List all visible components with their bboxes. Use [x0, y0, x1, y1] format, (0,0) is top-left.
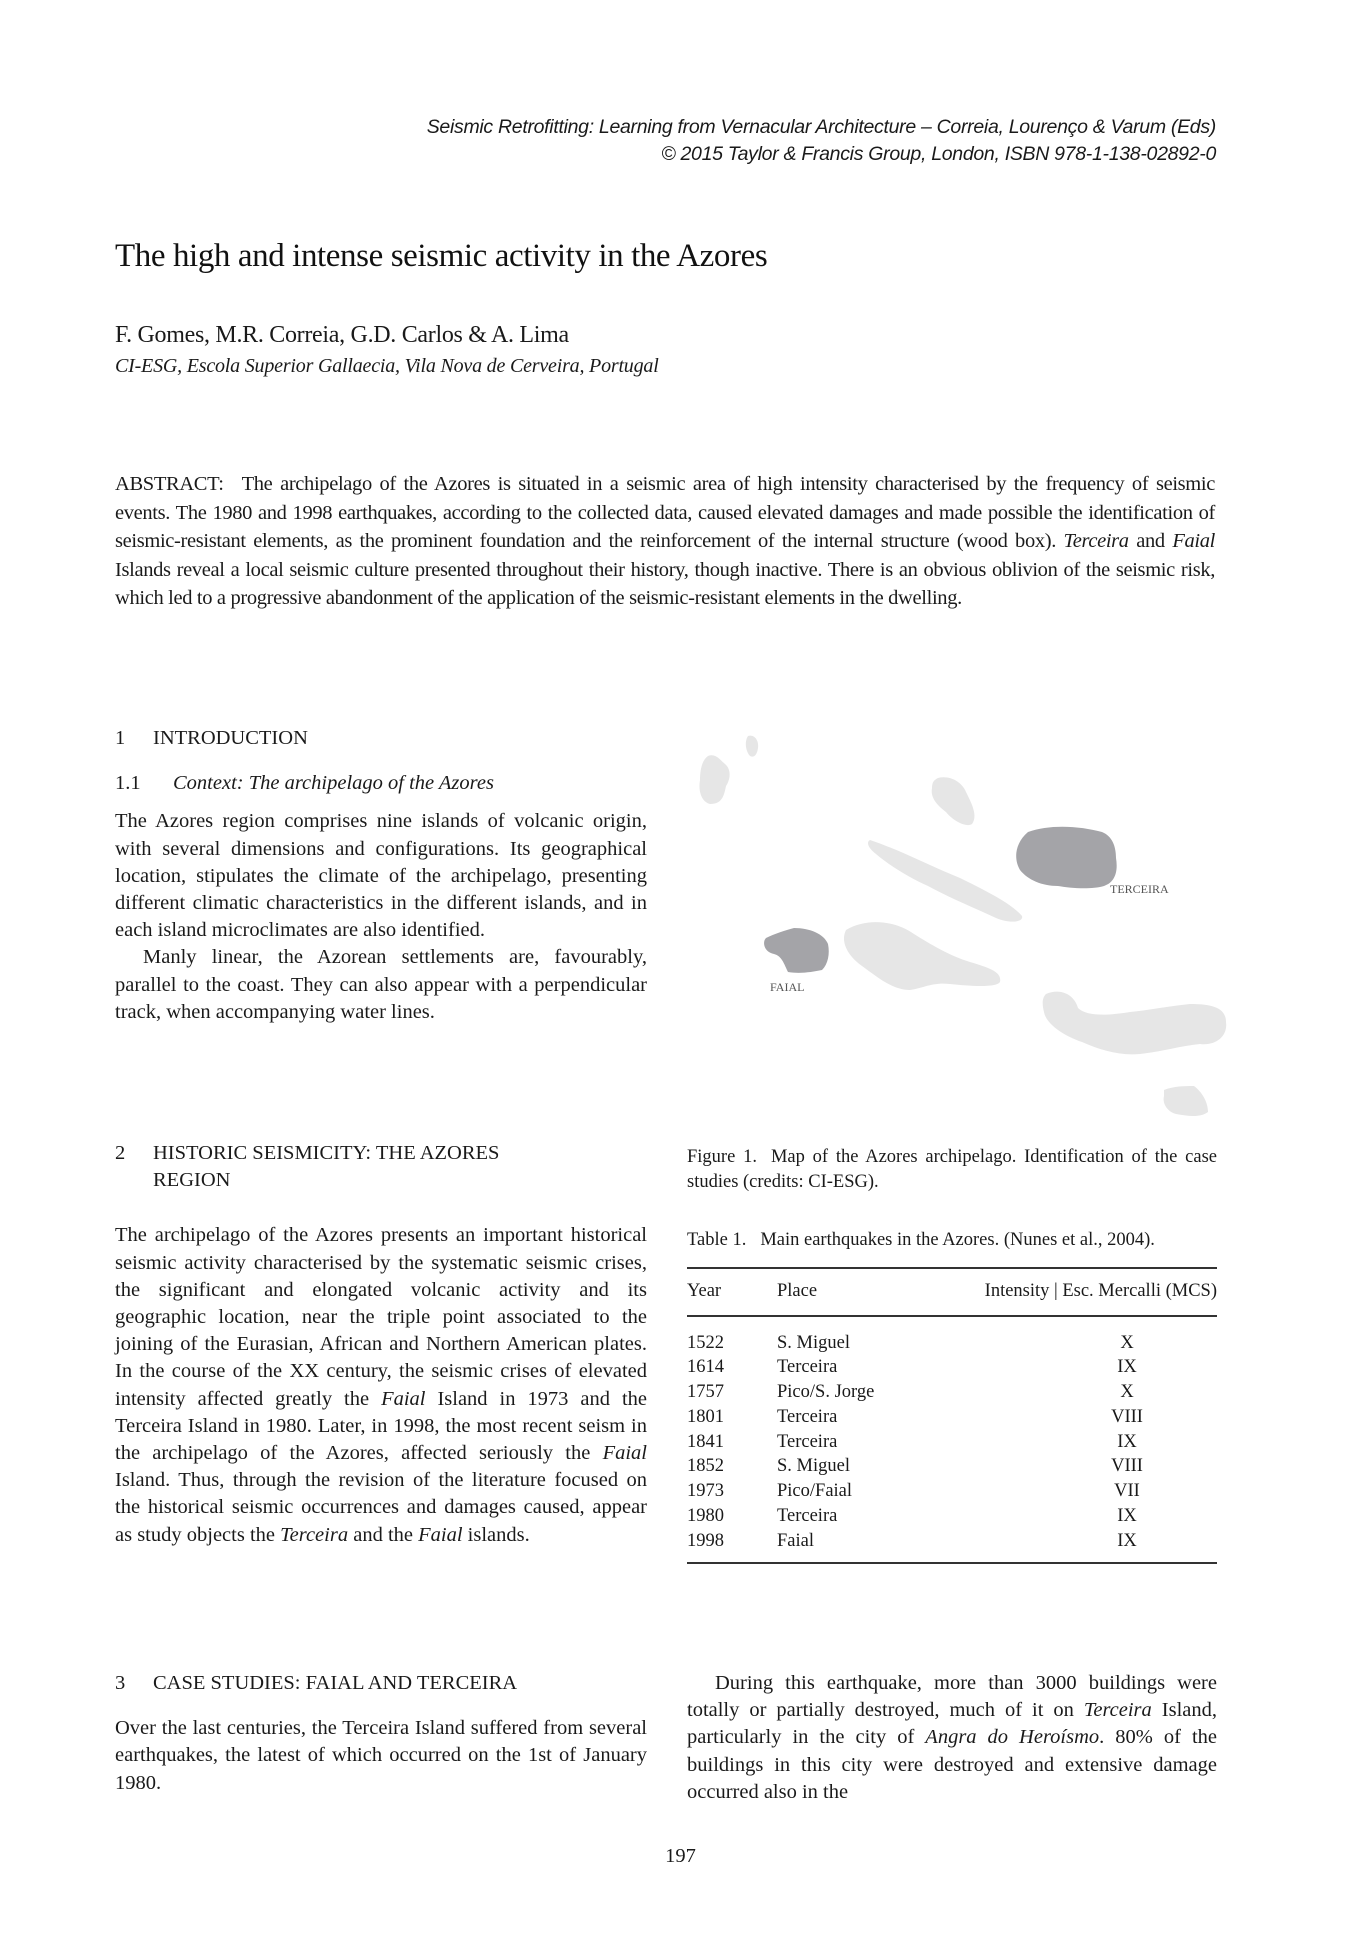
cell-year: 1522 — [687, 1332, 724, 1353]
section-3-paragraph-1: Over the last centuries, the Terceira Island suffered from several earthquakes, the latest of which occurred on the 1st of January 1980. — [115, 1717, 647, 1794]
table-row — [687, 1454, 1217, 1479]
table-1 — [687, 1228, 1217, 1564]
cell-place: S. Miguel — [777, 1332, 850, 1353]
cell-year: 1801 — [687, 1406, 724, 1427]
table-label: Table 1. — [687, 1230, 747, 1250]
cell-year: 1998 — [687, 1530, 724, 1551]
cell-intensity: VII — [1114, 1481, 1140, 1502]
table-header-row — [687, 1268, 1217, 1316]
cell-intensity: IX — [1117, 1530, 1137, 1551]
italic-terceira: Terceira — [280, 1523, 349, 1546]
section-number: 1 — [115, 727, 126, 749]
island-terceira — [1016, 827, 1116, 889]
paper-title: The high and intense seismic activity in the Azores — [115, 238, 768, 274]
section-3 — [115, 1670, 647, 1797]
cell-intensity: X — [1120, 1382, 1134, 1403]
island-pico — [844, 922, 1000, 990]
subsection-title: Context: The archipelago of the Azores — [173, 772, 494, 795]
table-row — [687, 1405, 1217, 1430]
island-graciosa — [932, 777, 975, 825]
figure-label: Figure 1. — [687, 1147, 757, 1167]
section-1-paragraph-2: Manly linear, the Azorean settlements are, favourably, parallel to the coast. They can also appear with a perpendicular track, when accompanying water lines. — [115, 946, 647, 1023]
figure-caption: Map of the Azores archipelago. Identification of the case studies (credits: CI-ESG). — [687, 1147, 1217, 1192]
section-1-heading — [115, 725, 647, 752]
cell-year: 1973 — [687, 1481, 724, 1502]
cell-year: 1757 — [687, 1382, 724, 1403]
table-row — [687, 1355, 1217, 1380]
section-title: INTRODUCTION — [153, 727, 308, 749]
running-head-line-2: © 2015 Taylor & Francis Group, London, ISBN 978-1-138-02892-0 — [661, 143, 1216, 165]
cell-place: Pico/Faial — [777, 1481, 853, 1502]
azores-map — [670, 720, 1230, 1120]
text: During this earthquake, more than 3000 buildings were totally or partially destroyed, much of it on — [687, 1672, 1217, 1722]
island-faial — [764, 928, 829, 973]
cell-place: Terceira — [777, 1357, 838, 1378]
abstract-text: and — [1128, 530, 1173, 553]
cell-year: 1852 — [687, 1456, 724, 1477]
figure-1-caption — [687, 1145, 1217, 1194]
italic-faial: Faial — [602, 1442, 647, 1465]
section-number: 3 — [115, 1672, 126, 1694]
cell-year: 1980 — [687, 1506, 724, 1527]
abstract-italic-terceira: Terceira — [1063, 530, 1129, 553]
cell-place: Terceira — [777, 1406, 838, 1427]
table-caption: Main earthquakes in the Azores. (Nunes et al., 2004). — [760, 1230, 1155, 1250]
running-head-line-1: Seismic Retrofitting: Learning from Vernacular Architecture – Correia, Lourenço & Varum (Eds) — [426, 116, 1216, 138]
cell-intensity: VIII — [1111, 1406, 1143, 1427]
text: Island. Thus, through the revision of the literature focused on the historical seismic occurrences and damages caused, appear as study objects the — [115, 1469, 647, 1546]
cell-place: Terceira — [777, 1506, 838, 1527]
table-row — [687, 1316, 1217, 1356]
section-number: 2 — [115, 1142, 126, 1164]
italic-angra-do-heroismo: Angra do Heroísmo — [925, 1726, 1100, 1749]
cell-intensity: VIII — [1111, 1456, 1143, 1477]
section-3-heading — [115, 1670, 647, 1697]
cell-place: S. Miguel — [777, 1456, 850, 1477]
section-1 — [115, 725, 647, 1026]
table-row — [687, 1529, 1217, 1563]
map-label-faial: FAIAL — [770, 980, 805, 994]
section-3-paragraph-2 — [687, 1670, 1217, 1806]
subsection-number: 1.1 — [115, 772, 141, 795]
cell-intensity: IX — [1117, 1506, 1137, 1527]
text: . 80% of the buildings in this city were destroyed and extensive damage occurred also in the — [687, 1726, 1217, 1803]
affiliation: CI-ESG, Escola Superior Gallaecia, Vila Nova de Cerveira, Portugal — [115, 355, 659, 377]
header-intensity: Intensity | Esc. Mercalli (MCS) — [984, 1280, 1217, 1301]
abstract-label: ABSTRACT: — [115, 473, 224, 495]
page-number: 197 — [665, 1845, 696, 1867]
text: and the — [348, 1523, 419, 1546]
section-2-heading-line-2: REGION — [153, 1169, 231, 1192]
header-year: Year — [687, 1280, 722, 1301]
cell-year: 1614 — [687, 1357, 724, 1378]
table-caption-text — [687, 1228, 1217, 1253]
text: islands. — [462, 1523, 530, 1546]
right-column-text — [687, 1670, 1217, 1806]
cell-place: Pico/S. Jorge — [777, 1382, 875, 1403]
island-santa-maria — [1164, 1086, 1208, 1116]
authors: F. Gomes, M.R. Correia, G.D. Carlos & A. Lima — [115, 322, 569, 348]
map-label-terceira: TERCEIRA — [1110, 882, 1169, 896]
section-title: HISTORIC SEISMICITY: THE AZORES — [153, 1142, 500, 1164]
island-sao-miguel — [1043, 992, 1227, 1055]
section-2-paragraph-1 — [115, 1222, 647, 1548]
header-place: Place — [777, 1280, 818, 1301]
table-row — [687, 1504, 1217, 1529]
cell-place: Faial — [777, 1530, 814, 1551]
abstract-italic-faial: Faial — [1172, 530, 1215, 553]
section-1-paragraph-1: The Azores region comprises nine islands of volcanic origin, with several dimensions and configurations. Its geographical location, stipulates the climate of the archipelago, presenting different climatic characteristics in the different islands, and in each island microclimates are also identified. — [115, 810, 647, 942]
subsection-1-1-heading — [115, 770, 647, 797]
cell-intensity: IX — [1117, 1357, 1137, 1378]
table-row — [687, 1380, 1217, 1405]
table-row — [687, 1430, 1217, 1455]
text: Island, particularly in the city of — [687, 1699, 1217, 1749]
section-2-heading — [115, 1140, 647, 1167]
island-flores — [699, 755, 729, 804]
island-corvo — [746, 736, 758, 757]
figure-caption-text — [687, 1145, 1217, 1194]
text: The archipelago of the Azores presents an important historical seismic activity characterised by the systematic seismic crises, the significant and elongated volcanic activity and its geographic location, near the triple point associated to the joining of the Eurasian, African and Northern American plates. In the course of the XX century, the seismic crises of elevated intensity affected greatly the — [115, 1224, 647, 1410]
cell-intensity: X — [1120, 1332, 1134, 1353]
abstract — [115, 470, 1215, 613]
abstract-text: The archipelago of the Azores is situated in a seismic area of high intensity characterised by the frequency of seismic events. The 1980 and 1998 earthquakes, according to the collected data, caused elevated damages and made possible the identification of seismic-resistant elements, as the prominent foundation and the reinforcement of the internal structure (wood box). — [115, 473, 1215, 553]
text: Island in 1973 and the Terceira Island in 1980. Later, in 1998, the most recent seism in the archipelago of the Azores, affected seriously the — [115, 1387, 647, 1465]
running-head — [216, 114, 1216, 168]
section-title: CASE STUDIES: FAIAL AND TERCEIRA — [153, 1672, 518, 1694]
italic-terceira: Terceira — [1083, 1699, 1152, 1722]
abstract-text: Islands reveal a local seismic culture presented throughout their history, though inactive. There is an obvious oblivion of the seismic risk, which led to a progressive abandonment of the application of the seismic-resistant elements in the dwelling. — [115, 558, 1215, 610]
italic-faial: Faial — [381, 1387, 426, 1410]
cell-year: 1841 — [687, 1431, 724, 1452]
table-row — [687, 1479, 1217, 1504]
italic-faial: Faial — [418, 1523, 463, 1546]
section-2 — [115, 1140, 647, 1549]
cell-intensity: IX — [1117, 1431, 1137, 1452]
island-sao-jorge — [868, 840, 1022, 922]
earthquakes-table — [687, 1267, 1217, 1564]
cell-place: Terceira — [777, 1431, 838, 1452]
